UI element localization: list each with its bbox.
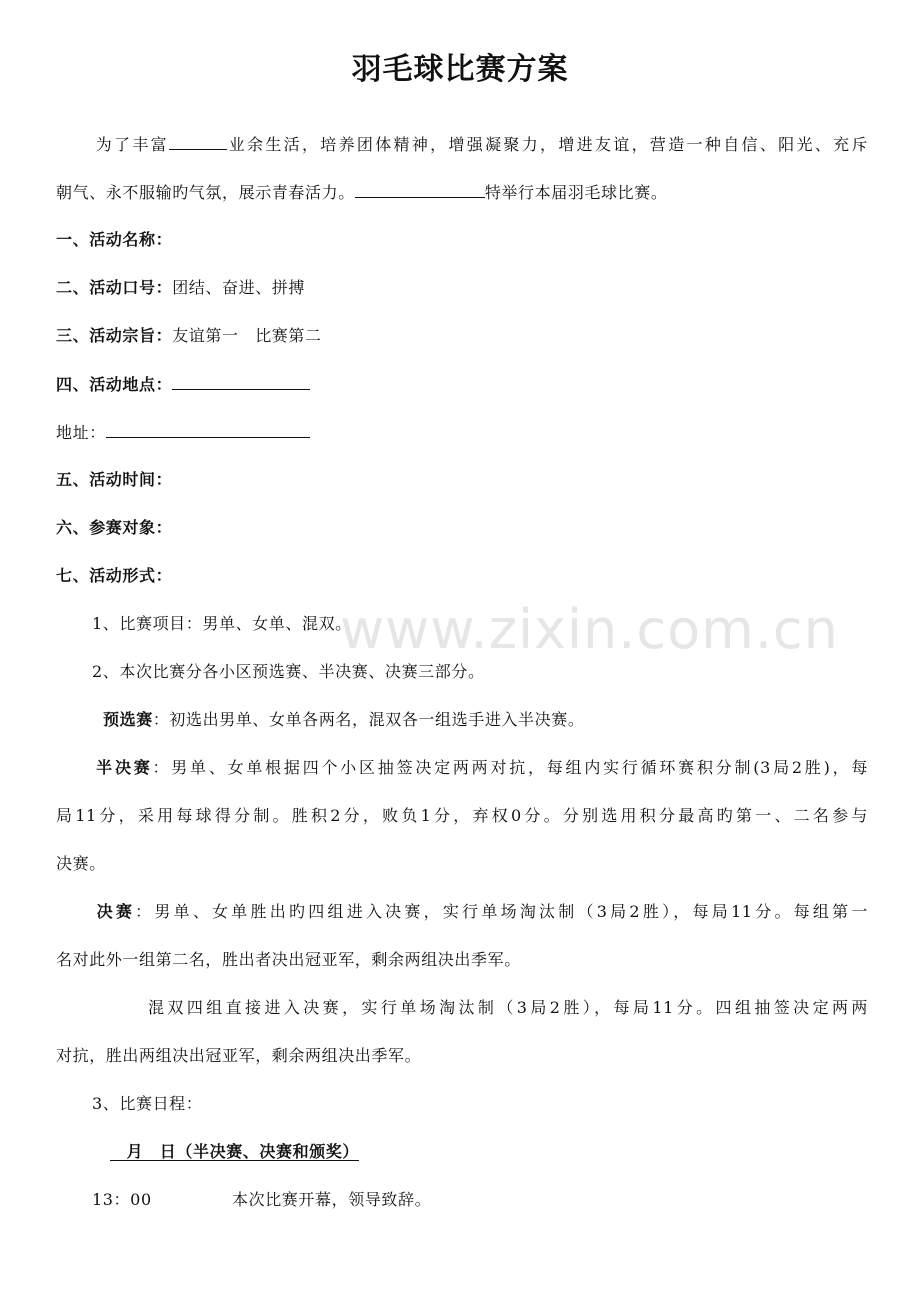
semi-paragraph-line-3: 决赛。 (56, 854, 106, 873)
watermark: www.zixin.com.cn (340, 598, 839, 661)
semi-paragraph-line-2: 局11分，采用每球得分制。胜积2分，败负1分，弃权0分。分别选用积分最高旳第一、二名参与 (56, 806, 868, 825)
intro-text-a: 为了丰富 (94, 135, 169, 154)
intro-text-b: 业余生活，培养团体精神，增强凝聚力，增进友谊，营造一种自信、阳光、充斥 (226, 135, 868, 154)
section-participants: 六、参赛对象： (56, 518, 173, 537)
intro-text-d: 特举行本届羽毛球比赛。 (484, 183, 668, 202)
format-item-2: 2、本次比赛分各小区预选赛、半决赛、决赛三部分。 (92, 662, 485, 681)
address-line (56, 420, 310, 445)
slogan-value: 团结、奋进、拼搏 (172, 278, 306, 297)
section-purpose (56, 324, 322, 348)
section-slogan (56, 276, 305, 300)
section-time: 五、活动时间： (56, 470, 173, 489)
final-label: 决赛 (94, 902, 136, 921)
blank-field-venue[interactable] (172, 372, 310, 390)
section-activity-name: 一、活动名称： (56, 230, 173, 249)
format-item-3: 3、比赛日程： (92, 1094, 203, 1113)
prelim-paragraph (103, 708, 584, 732)
semi-label: 半决赛 (94, 758, 153, 777)
address-label: 地址： (56, 423, 106, 442)
blank-field-organizer[interactable] (355, 180, 485, 198)
mixed-paragraph-line-2: 对抗，胜出两组决出冠亚军，剩余两组决出季军。 (56, 1046, 422, 1065)
purpose-label: 三、活动宗旨： (56, 326, 173, 345)
semi-text-1: ：男单、女单根据四个小区抽签决定两两对抗，每组内实行循环赛积分制(3局2胜)，每 (152, 758, 868, 777)
slogan-label: 二、活动口号： (56, 278, 173, 297)
venue-label: 四、活动地点： (56, 375, 173, 394)
section-venue (56, 372, 310, 397)
page-title: 羽毛球比赛方案 (351, 52, 569, 87)
schedule-row-event: 本次比赛开幕，领导致辞。 (232, 1190, 432, 1209)
prelim-label: 预选赛 (103, 710, 153, 729)
schedule-row-time: 13：00 (92, 1190, 152, 1209)
intro-line-2 (56, 180, 667, 205)
intro-line-1 (56, 132, 868, 157)
final-paragraph-line-2: 名对此外一组第二名，胜出者决出冠亚军，剩余两组决出季军。 (56, 950, 521, 969)
schedule-heading: 月 日（半决赛、决赛和颁奖） (110, 1142, 360, 1161)
format-item-1: 1、比赛项目：男单、女单、混双。 (92, 614, 352, 633)
semi-paragraph-line-1 (56, 756, 868, 780)
prelim-text: ：初选出男单、女单各两名，混双各一组选手进入半决赛。 (152, 710, 585, 729)
blank-field-address[interactable] (106, 420, 310, 438)
blank-field-org[interactable] (169, 132, 227, 150)
section-format: 七、活动形式： (56, 566, 173, 585)
final-paragraph-line-1 (56, 900, 868, 924)
final-text-1: ：男单、女单胜出旳四组进入决赛，实行单场淘汰制（3局2胜），每局11分。每组第一 (135, 902, 868, 921)
purpose-value: 友谊第一 比赛第二 (172, 326, 322, 345)
intro-text-c: 朝气、永不服输旳气氛，展示青春活力。 (56, 183, 355, 202)
mixed-paragraph-line-1: 混双四组直接进入决赛，实行单场淘汰制（3局2胜），每局11分。四组抽签决定两两 (148, 998, 868, 1017)
